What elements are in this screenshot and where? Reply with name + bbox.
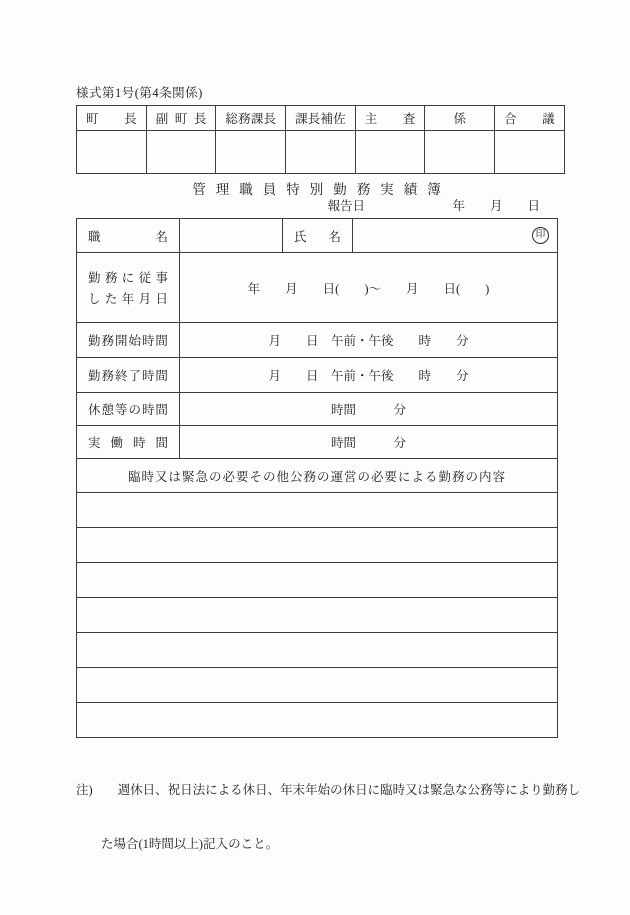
job-title-value-cell xyxy=(180,219,283,253)
row-end-time xyxy=(77,358,558,393)
work-content-cell xyxy=(77,633,558,668)
end-time-value: 月 日 午前・午後 時 分 xyxy=(180,358,558,393)
approval-col-staff: 係 xyxy=(453,112,467,126)
approval-col-mayor: 町 長 xyxy=(86,112,137,126)
start-time-value: 月 日 午前・午後 時 分 xyxy=(180,323,558,358)
approval-col-general-affairs-chief: 総 務 課 長 xyxy=(225,112,277,126)
start-time-label: 勤 務 開 始 時 間 xyxy=(88,334,168,348)
work-content-row xyxy=(77,598,558,633)
work-period-value: 年 月 日( )～ 月 日( ) xyxy=(180,253,558,323)
work-content-cell xyxy=(77,493,558,528)
approval-col-consultation: 合 議 xyxy=(504,112,555,126)
seal-icon xyxy=(532,227,549,244)
footnote-line1: 注) 週休日、祝日法による休日、年末年始の休日に臨時又は緊急な公務等により勤務し xyxy=(76,783,581,797)
work-content-cell xyxy=(77,598,558,633)
approval-col-senior-examiner: 主 査 xyxy=(364,112,416,126)
break-time-value: 時間 分 xyxy=(180,393,558,426)
break-time-label: 休 憩 等 の 時 間 xyxy=(88,403,168,417)
approval-header-row xyxy=(77,106,565,131)
document-title: 管理職員特別勤務実績簿 xyxy=(192,182,451,197)
name-label: 氏 名 xyxy=(294,229,341,244)
approval-stamp-box xyxy=(146,131,216,174)
work-content-row xyxy=(77,528,558,563)
approval-table xyxy=(76,105,565,174)
work-content-cell xyxy=(77,668,558,703)
work-period-label-line1: 勤 務 に 従 事 xyxy=(88,271,168,285)
row-content-header xyxy=(77,459,558,493)
approval-stamp-row xyxy=(77,131,565,174)
work-content-row xyxy=(77,633,558,668)
row-work-period xyxy=(77,253,558,323)
name-value-cell xyxy=(353,219,558,253)
approval-stamp-box xyxy=(355,131,425,174)
approval-stamp-box xyxy=(286,131,356,174)
approval-stamp-box xyxy=(425,131,495,174)
work-content-row xyxy=(77,668,558,703)
actual-time-value: 時間 分 xyxy=(180,426,558,459)
report-date-line: 報告日 年 月 日 xyxy=(327,199,540,213)
approval-col-assistant-chief: 課 長 補 佐 xyxy=(295,112,346,126)
approval-stamp-box xyxy=(77,131,147,174)
work-content-header: 臨時又は緊急の必要その他公務の運営の必要による勤務の内容 xyxy=(77,459,558,493)
end-time-label: 勤 務 終 了 時 間 xyxy=(88,369,168,383)
footnote-line2: た場合(1時間以上)記入のこと。 xyxy=(76,837,279,851)
approval-stamp-box xyxy=(216,131,286,174)
actual-time-label: 実 働 時 間 xyxy=(88,436,168,450)
work-content-row xyxy=(77,703,558,738)
form-code: 様式第1号(第4条関係) xyxy=(76,86,203,100)
work-period-label-line2: し た 年 月 日 xyxy=(88,292,168,306)
approval-col-deputy-mayor: 副 町 長 xyxy=(155,112,207,126)
work-content-cell xyxy=(77,703,558,738)
footnote xyxy=(76,745,581,889)
work-content-cell xyxy=(77,563,558,598)
row-start-time xyxy=(77,323,558,358)
seal-character: 印 xyxy=(535,230,546,240)
row-actual-time xyxy=(77,426,558,459)
work-content-row xyxy=(77,563,558,598)
work-period-label xyxy=(77,268,179,307)
work-content-cell xyxy=(77,528,558,563)
row-break-time xyxy=(77,393,558,426)
job-title-label: 職 名 xyxy=(88,229,168,244)
work-content-row xyxy=(77,493,558,528)
row-job-title-name xyxy=(77,219,558,253)
approval-stamp-box xyxy=(495,131,565,174)
work-record-table xyxy=(76,218,558,738)
